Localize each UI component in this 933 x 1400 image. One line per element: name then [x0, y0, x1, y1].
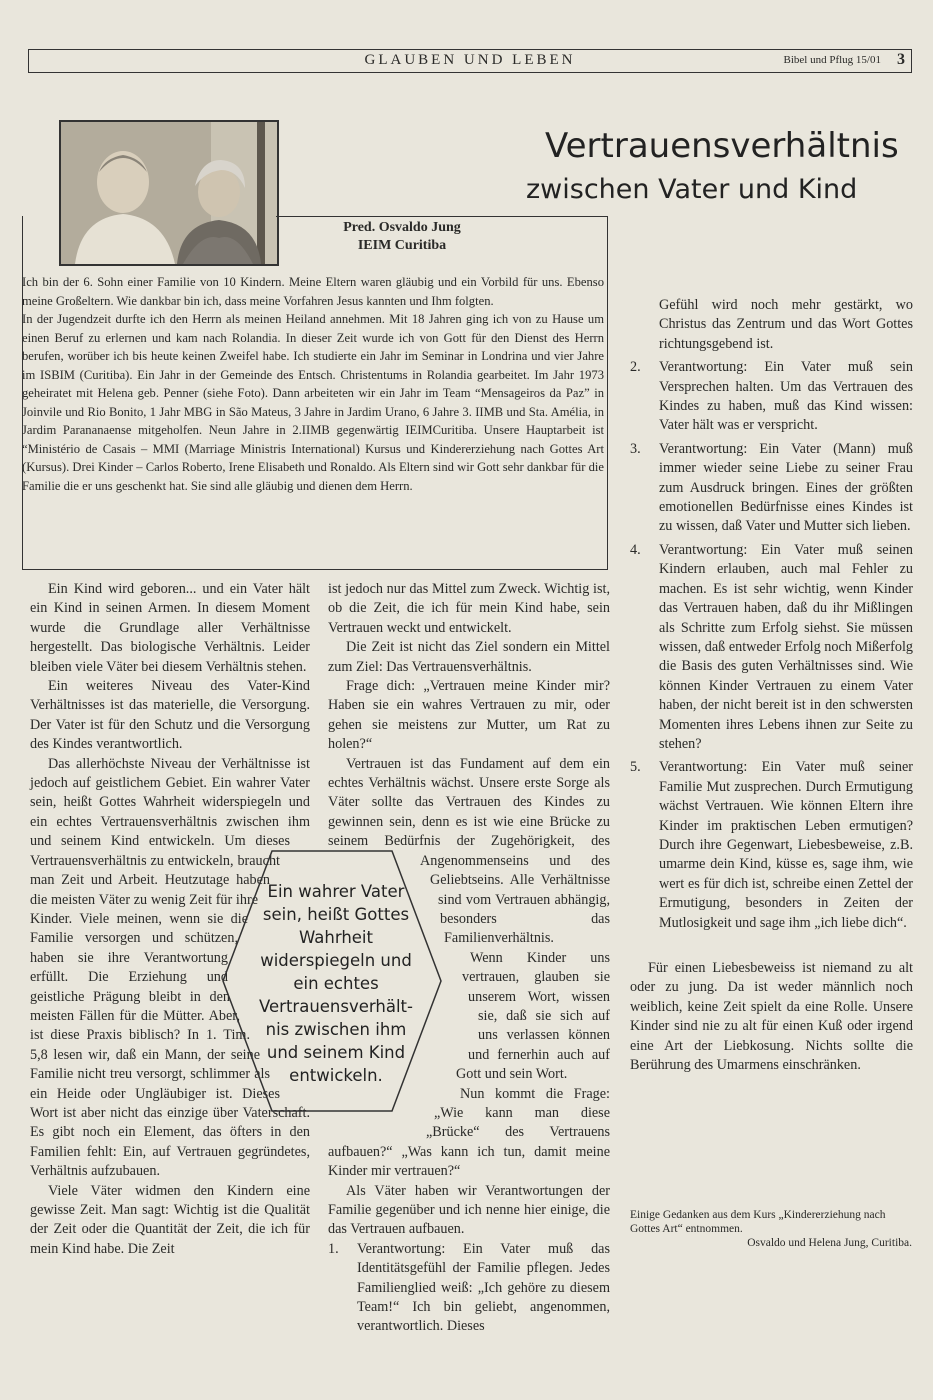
article-paragraph: Ein weiteres Niveau des Vater-Kind Verhältnisses ist das materielle, die Versorgung. Der Vater ist für den Schutz und die Versorgung des Kindes verantwortlich.: [30, 678, 310, 753]
list-item-text: Gefühl wird noch mehr gestärkt, wo Christus das Zentrum und das Wort Gottes richtungsgebend ist.: [659, 297, 913, 352]
list-item: [630, 541, 913, 754]
pull-quote-text: Ein wahrer Vater sein, heißt Gottes Wahrheit widerspiegeln und ein echtes Vertrauensverhält-nis zwischen ihm und seinem Kind entwickeln.: [259, 882, 413, 1085]
article-column-3: [630, 296, 913, 1075]
page-header: [28, 49, 912, 73]
footnote-text: Einige Gedanken aus dem Kurs „Kindererziehung nach Gottes Art“ entnommen.: [630, 1209, 886, 1235]
article-paragraph: Frage dich: „Vertrauen meine Kinder mir? Haben sie ein wahres Vertrauen zu mir, oder gehen sie meistens zur Mutter, um Rat zu holen?“: [328, 678, 610, 753]
list-item: [630, 440, 913, 537]
list-number: 1.: [328, 1240, 339, 1257]
section-title: GLAUBEN UND LEBEN: [364, 52, 576, 68]
list-item: [630, 358, 913, 436]
responsibility-list-continued: [630, 296, 913, 933]
list-item: [630, 758, 913, 933]
publication-issue: Bibel und Pflug 15/01: [783, 54, 881, 66]
list-item-text: Verantwortung: Ein Vater muß sein Versprechen halten. Um das Vertrauen des Kindes zu haben, muß das Kind wissen: Vater hält was er verspricht.: [659, 359, 913, 434]
page-number: 3: [897, 51, 905, 68]
author-name: Pred. Osvaldo Jung: [343, 220, 461, 235]
list-item-text: Verantwortung: Ein Vater muß seiner Familie Mut zusprechen. Durch Ermutigung wächst Vertrauen. Wie können Eltern ihre Kinder im praktischen Leben ermutigen? Durch ihre Gegenwart, Liebesbeweise, z.B. umarme dein Kind, küsse es, sage ihm, wie wert es für dich ist, schreibe einen Zettel der Ermutigung, besonders in Zeiten der Mutlosigkeit und sage ihm „ich liebe dich“.: [659, 759, 913, 931]
list-number: 3.: [630, 440, 641, 457]
article-paragraph: Nun kommt die Frage: „Wie kann man diese „Brücke“ des Vertrauens aufbauen?“ „Was kann ich tun, damit meine Kinder mir vertrauen?“: [328, 1085, 610, 1180]
article-paragraph: Viele Väter widmen den Kindern eine gewisse Zeit. Man sagt: Wichtig ist die Qualität der Zeit oder die Quantität der Zeit, die ich für mein Kind habe. Die Zeit: [30, 1182, 310, 1257]
list-item-text: Verantwortung: Ein Vater muß das Identitätsgefühl der Familie pflegen. Jedes Familienglied weiß: „Ich gehöre zu diesem Team!“ Ich bin geliebt, angenommen, verantwortlich. Dieses: [357, 1240, 610, 1335]
list-number: 2.: [630, 359, 641, 376]
author-byline: [302, 219, 502, 255]
bio-paragraph: Ich bin der 6. Sohn einer Familie von 10 Kindern. Meine Eltern waren gläubig und ein Vorbild für uns. Ebenso meine Großeltern. Wie dankbar bin ich, dass meine Vorfahren Jesus kannten und Ihm folgten.: [22, 275, 604, 308]
article-paragraph: Das allerhöchste Niveau der Verhältnisse ist jedoch auf geistlichem Gebiet. Ein wahrer Vater sein, heißt Gottes Wahrheit widerspiegeln und ein echtes Vertrauensverhältnis zwischen ihm und seinem Kind entwickeln. Um dieses Vertrauensverhältnis zu entwickeln, braucht man Zeit und Arbeit. Heutzutage haben die meisten Väter zu wenig Zeit für ihre Kinder. Viele meinen, wenn sie die Familie versorgen und schützen, haben sie ihre Verantwortung erfüllt. Die Erziehung und geistliche Prägung bleibt in den meisten Fällen für die Mütter. Aber, ist diese Praxis biblisch? In 1. Tim. 5,8 lesen wir, daß ein Mann, der seine Familie nicht treu versorgt, schlimmer als ein Heide oder Ungläubiger ist. Dieses Wort ist aber nicht das einzige über Vaterschaft. Es gibt noch ein Element, das öfters in den Familien fehlt: Ein, auf Vertrauen gegründetes, Verhältnis aufzubauen.: [30, 755, 310, 1180]
article-paragraph: Die Zeit ist nicht das Ziel sondern ein Mittel zum Ziel: Das Vertrauensverhältnis.: [328, 639, 610, 675]
list-number: 4.: [630, 541, 641, 558]
footnote-authors: Osvaldo und Helena Jung, Curitiba.: [747, 1237, 912, 1249]
article-paragraph: Wenn Kinder uns vertrauen, glauben sie unserem Wort, wissen sie, daß sie sich auf uns verlassen können und fernerhin auch auf Gott und sein Wort.: [456, 949, 610, 1083]
bio-paragraph: In der Jugendzeit durfte ich den Herrn als meinen Heiland annehmen. Mit 18 Jahren ging ich von zu Hause um einen Beruf zu erlernen und kam nach Rolandia. In dieser Zeit wurde ich von Gott für den Dienst des Herrn berufen, worüber ich bis heute keinen Zweifel habe. Ich studierte ein Jahr im Seminar in Londrina und vier Jahre im ISBIM (Curitiba). Ein Jahr in der Gemeinde des Entsch. Christentums in Rolandia gearbeitet. Im Jahr 1973 geheiratet mit Helena geb. Penner (siehe Foto). Dann arbeiteten wir ein Jahr im Team “Mensageiros da Paz” in Joinvile und Rio Bonito, 1 Jahr MBG in São Mateus, 3 Jahre in Jardim Urano, 6 Jahre 3. IIMB und Sta. Amélia, in Jardim Parananaense mitgeholfen. Neun Jahre in 2.IIMB gegenwärtig IEIMCuritiba. Unsere Hauptarbeit ist “Ministério de Casais – MMI (Marriage Ministris International) Kursus und Kindererziehung nach Gottes Art (Kursus). Drei Kinder – Carlos Roberto, Irene Elisabeth und Ronaldo. Als Eltern sind wir Gott sehr dankbar für die Familie die er uns geschenkt hat. Sie sind alle gläubig und dienen dem Herrn.: [22, 312, 604, 493]
article-title-line2: zwischen Vater und Kind: [526, 174, 858, 205]
article-title-line1: Vertrauensverhältnis: [545, 126, 899, 166]
list-number: 5.: [630, 759, 641, 776]
article-paragraph: ist jedoch nur das Mittel zum Zweck. Wichtig ist, ob die Zeit, die ich für mein Kind habe, sein Vertrauen weckt und entwickelt.: [328, 581, 610, 636]
article-paragraph: Als Väter haben wir Verantwortungen der Familie gegenüber und ich nenne hier einige, die das Vertrauen aufbauen.: [328, 1182, 610, 1238]
author-bio-text: [22, 273, 604, 495]
article-paragraph: Ein Kind wird geboren... und ein Vater hält ein Kind in seinen Armen. In diesem Moment wurde die Grundlage aller Verhältnisse hergestellt. Das biologische Verhältnis. Leider bleiben viele Väter bei diesem Verhältnis stehen.: [30, 581, 310, 675]
closing-paragraph: Für einen Liebesbeweiss ist niemand zu alt oder zu jung. Da ist weder männlich noch weiblich, keine Zeit spielt da eine Rolle. Unsere Kinder sind nie zu alt für einen Kuß oder irgend eine Art der Liebkosung. Nichts sollte die Berührung des Umarmens einschränken.: [630, 960, 913, 1074]
author-organization: IEIM Curitiba: [357, 238, 447, 253]
article-paragraph: Vertrauen ist das Fundament auf dem ein echtes Verhältnis wächst. Unsere erste Sorge als Väter sollte das Vertrauen des Kindes zu gewinnen sein, denn es ist wie eine Brücke zu seinem Bedürfnis der Zugehörigkeit, des Angenommenseins und des Geliebtseins. Alle Verhältnisse sind vom Vertrauen abhängig, besonders das Familienverhältnis.: [328, 755, 610, 947]
list-item: [328, 1240, 610, 1337]
responsibility-list: [328, 1240, 610, 1337]
list-item-text: Verantwortung: Ein Vater (Mann) muß immer wieder seine Liebe zu seiner Frau zum Ausdruck bringen. Eines der größten emotionellen Bedürfnisse eines Kindes ist zu wissen, daß Vater und Mutter sich lieben.: [659, 440, 913, 535]
source-footnote: [630, 1208, 912, 1250]
list-item: [630, 296, 913, 354]
list-item-text: Verantwortung: Ein Vater muß seinen Kindern erlauben, auch mal Fehler zu machen. Es ist sehr wichtig, wenn Kinder das Vertrauen haben, daß du ihr Mißlingen als Schritte zum Erfolg siehst. Sie müssen wissen, daß entweder Erfolg noch Mißerfolg die Basis des guten Verhältnisses sind. Wie können Kinder Vertrauen zu einem Vater haben, der nicht bereit ist in den schwersten Momenten ihres Lebens ihnen zur Seite zu stehen?: [659, 541, 913, 752]
